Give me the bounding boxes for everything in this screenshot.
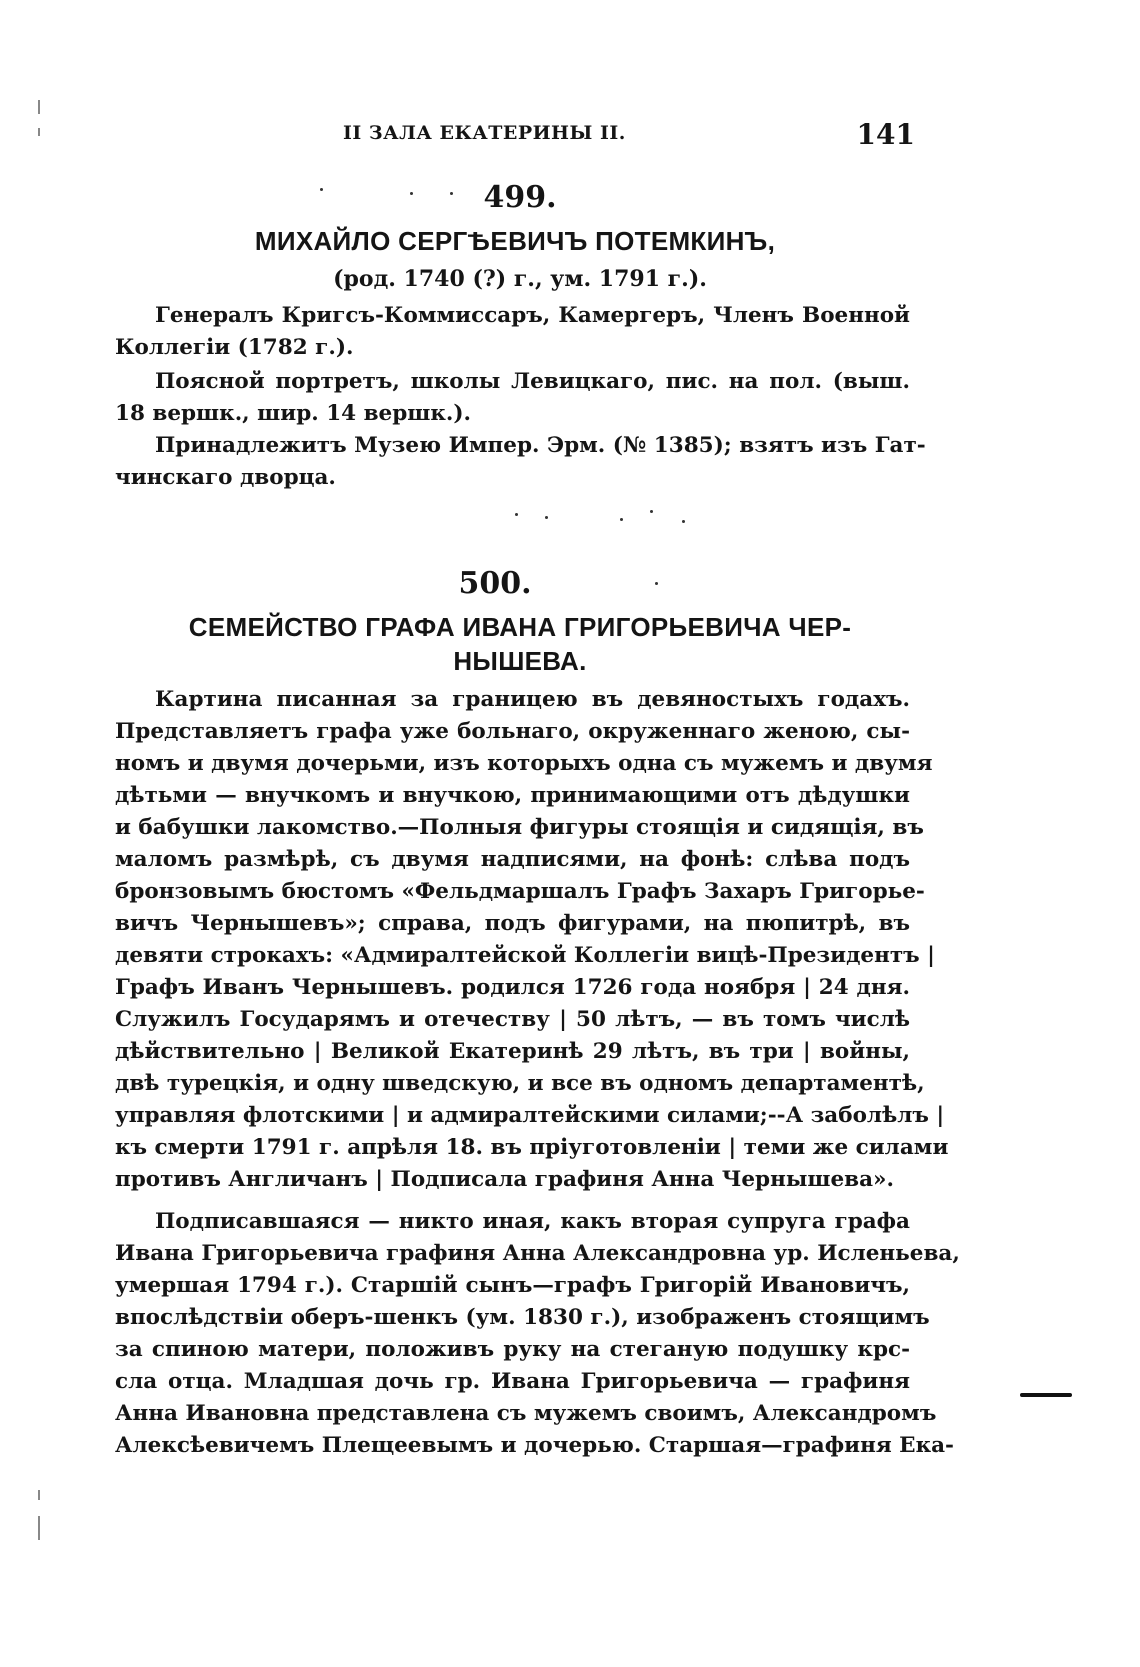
text-line: чинскаго дворца. — [115, 465, 336, 490]
text-line: двѣ турецкія, и одну шведскую, и все въ одномъ департаментѣ, — [115, 1071, 925, 1096]
text-line: противъ Англичанъ | Подписала графиня Анна Чернышева». — [115, 1167, 894, 1192]
entry-paragraph — [115, 300, 910, 364]
text-line: за спиною матери, положивъ руку на стеганую подушку крс- — [115, 1337, 910, 1362]
scan-speck — [450, 192, 453, 195]
scan-edge-mark — [38, 1490, 40, 1500]
scan-edge-mark — [38, 100, 40, 114]
scan-edge-mark — [38, 128, 40, 136]
scan-speck — [515, 513, 518, 516]
entry-paragraph — [115, 1206, 960, 1462]
scan-speck — [650, 510, 653, 513]
scan-speck — [545, 516, 548, 519]
entry-paragraph — [115, 430, 926, 494]
text-line: Алексѣевичемъ Плещеевымъ и дочерью. Старшая—графиня Ека- — [115, 1433, 954, 1458]
scan-speck — [320, 188, 323, 191]
running-title: II ЗАЛА ЕКАТЕРИНЫ II. — [343, 122, 626, 144]
text-line: бронзовымъ бюстомъ «Фельдмаршалъ Графъ Захаръ Григорье- — [115, 879, 925, 904]
scan-edge-mark — [38, 1516, 40, 1540]
entry-number: 500. — [458, 566, 532, 601]
text-line: впослѣдствіи оберъ-шенкъ (ум. 1830 г.), изображенъ стоящимъ — [115, 1305, 930, 1330]
entry-paragraph — [115, 366, 910, 430]
text-line: Ивана Григорьевича графиня Анна Александровна ур. Исленьева, — [115, 1241, 960, 1266]
scan-speck — [655, 582, 658, 585]
text-line: Служилъ Государямъ и отечеству | 50 лѣтъ, — въ томъ числѣ — [115, 1007, 910, 1032]
text-line: Графъ Иванъ Чернышевъ. родился 1726 года ноября | 24 дня. — [115, 975, 910, 1000]
text-line: Генералъ Кригсъ-Коммиссаръ, Камергеръ, Членъ Военной — [155, 303, 910, 328]
page-number: 141 — [856, 118, 915, 151]
text-line: Принадлежитъ Музею Импер. Эрм. (№ 1385); взятъ изъ Гат- — [155, 433, 926, 458]
margin-rule-mark — [1020, 1393, 1072, 1397]
text-line: Картина писанная за границею въ девяностыхъ годахъ. — [155, 687, 910, 712]
text-line: сла отца. Младшая дочь гр. Ивана Григорьевича — графиня — [115, 1369, 910, 1394]
text-line: и бабушки лакомство.—Полныя фигуры стоящія и сидящія, въ — [115, 815, 924, 840]
text-line: маломъ размѣрѣ, съ двумя надписями, на фонѣ: слѣва подъ — [115, 847, 910, 872]
entry-dates: (род. 1740 (?) г., ум. 1791 г.). — [333, 266, 707, 292]
text-line: девяти строкахъ: «Адмиралтейской Коллегіи вицѣ-Президентъ | — [115, 943, 935, 968]
running-header — [115, 118, 915, 154]
text-line: умершая 1794 г.). Старшій сынъ—графъ Григорій Ивановичъ, — [115, 1273, 910, 1298]
scan-speck — [410, 192, 413, 195]
text-line: управляя флотскими | и адмиралтейскими силами;--А заболѣлъ | — [115, 1103, 945, 1128]
entry-title: НЫШЕВА. — [453, 646, 587, 676]
text-line: дѣтьми — внучкомъ и внучкою, принимающими отъ дѣдушки — [115, 783, 910, 808]
entry-paragraph — [115, 684, 949, 1196]
text-line: Представляетъ графа уже больнаго, окруженнаго женою, сы- — [115, 719, 910, 744]
text-line: дѣйствительно | Великой Екатеринѣ 29 лѣтъ, въ три | войны, — [115, 1039, 910, 1064]
text-line: Коллегіи (1782 г.). — [115, 335, 354, 360]
text-line: вичъ Чернышевъ»; справа, подъ фигурами, на пюпитрѣ, въ — [115, 911, 910, 936]
text-line: Подписавшаяся — никто иная, какъ вторая супруга графа — [155, 1209, 910, 1234]
entry-title: МИХАЙЛО СЕРГѢЕВИЧЪ ПОТЕМКИНЪ, — [254, 226, 776, 256]
entry-title: СЕМЕЙСТВО ГРАФА ИВАНА ГРИГОРЬЕВИЧА ЧЕР- — [188, 612, 852, 642]
text-line: Анна Ивановна представлена съ мужемъ своимъ, Александромъ — [115, 1401, 937, 1426]
text-line: номъ и двумя дочерьми, изъ которыхъ одна съ мужемъ и двумя — [115, 751, 933, 776]
scan-speck — [620, 518, 623, 521]
text-line: къ смерти 1791 г. апрѣля 18. въ пріуготовленіи | теми же силами — [115, 1135, 949, 1160]
entry-number: 499. — [483, 180, 557, 215]
text-line: Поясной портретъ, школы Левицкаго, пис. на пол. (выш. — [155, 369, 910, 394]
text-line: 18 вершк., шир. 14 вершк.). — [115, 401, 472, 426]
scan-speck — [682, 520, 685, 523]
